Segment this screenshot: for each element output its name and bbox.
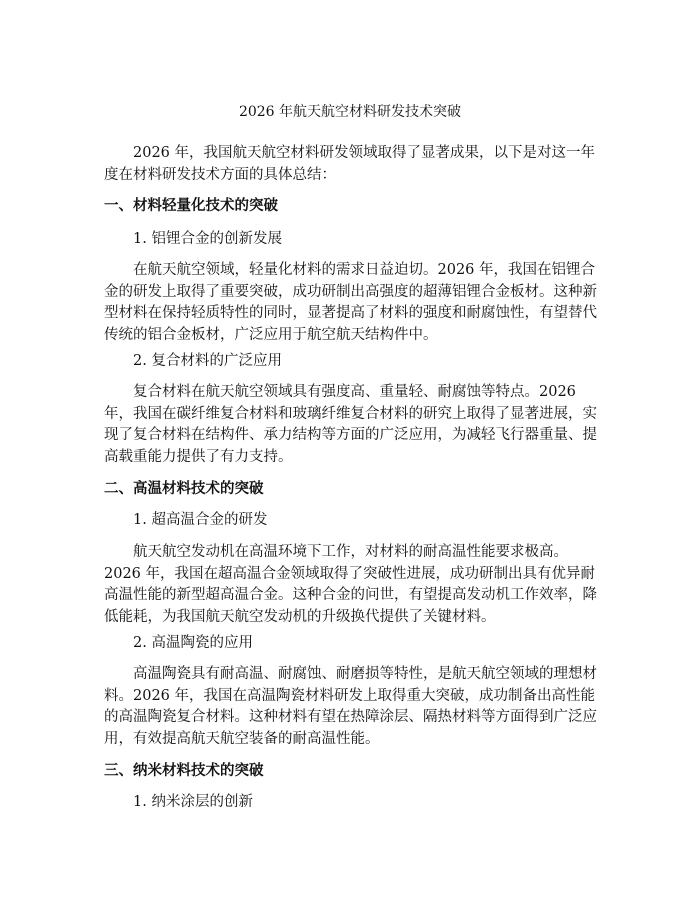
document-title: 2026 年航天航空材料研发技术突破 (238, 104, 462, 120)
section-heading-1: 一、材料轻量化技术的突破 (104, 198, 278, 214)
paragraph-2-1: 航天航空发动机在高温环境下工作，对材料的耐高温性能要求极高。2026 年，我国在超高温合金领域取得了突破性进展，成功研制出具有优异耐高温性能的新型超高温合金。这种合金的问世，有望提高发动机工作效率，降低能耗，为我国航天航空发动机的升级换代提供了关键材料。 (104, 544, 597, 625)
section-heading-2: 二、高温材料技术的突破 (104, 481, 264, 497)
paragraph-1-2: 复合材料在航天航空领域具有强度高、重量轻、耐腐蚀等特点。2026 年，我国在碳纤维复合材料和玻璃纤维复合材料的研究上取得了显著进展，实现了复合材料在结构件、承力结构等方面的广泛应用，为减轻飞行器重量、提高载重能力提供了有力支持。 (104, 384, 597, 465)
section-heading-3: 三、纳米材料技术的突破 (104, 763, 264, 779)
subsection-heading-3-1: 1. 纳米涂层的创新 (133, 794, 253, 810)
subsection-heading-2-1: 1. 超高温合金的研发 (133, 512, 268, 528)
intro-paragraph: 2026 年，我国航天航空材料研发领域取得了显著成果，以下是对这一年度在材料研发技术方面的具体总结： (104, 145, 596, 183)
paragraph-2-2: 高温陶瓷具有耐高温、耐腐蚀、耐磨损等特性，是航天航空领域的理想材料。2026 年，我国在高温陶瓷材料研发上取得重大突破，成功制备出高性能的高温陶瓷复合材料。这种材料有望在热障涂层、隔热材料等方面得到广泛应用，有效提高航天航空装备的耐高温性能。 (104, 666, 597, 747)
subsection-heading-1-1: 1. 铝锂合金的创新发展 (133, 231, 282, 247)
subsection-heading-1-2: 2. 复合材料的广泛应用 (133, 353, 282, 369)
paragraph-1-1: 在航天航空领域，轻量化材料的需求日益迫切。2026 年，我国在铝锂合金的研发上取得了重要突破，成功研制出高强度的超薄铝锂合金板材。这种新型材料在保持轻质特性的同时，显著提高了材料的强度和耐腐蚀性，有望替代传统的铝合金板材，广泛应用于航空航天结构件中。 (104, 262, 597, 343)
subsection-heading-2-2: 2. 高温陶瓷的应用 (133, 635, 253, 651)
